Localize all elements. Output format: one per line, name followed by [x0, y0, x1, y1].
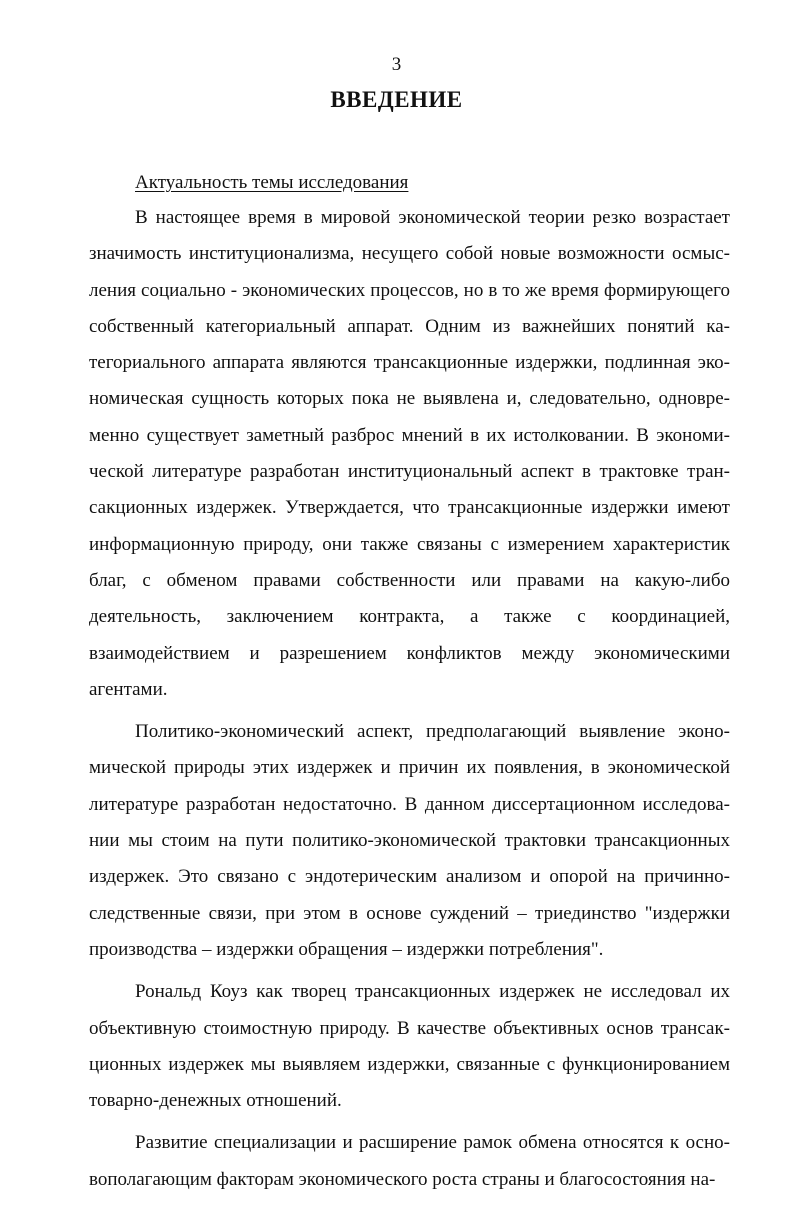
page-number: 3	[391, 54, 402, 75]
page-title: ВВЕДЕНИЕ	[330, 87, 463, 112]
body-text	[89, 200, 730, 1198]
paragraph: Рональд Коуз как творец трансакционных издержек не исследовал их объективную стоимостную природу. В качестве объективных основ трансакционных издержек мы выявляем издержки, связанные с функционированием товарно-денежных отношений.	[89, 981, 730, 1112]
paragraph: В настоящее время в мировой экономической теории резко возрастает значимость институционализма, несущего собой новые возможности осмысления социально - экономических процессов, но в то же время формирующего собственный категориальный аппарат. Одним из важнейших понятий категориального аппарата являются трансакционные издержки, подлинная экономическая сущность которых пока не выявлена и, следовательно, одновременно существует заметный разброс мнений в их истолковании. В экономической литературе разработан институциональный аспект в трактовке трансакционных издержек. Утверждается, что трансакционные издержки имеют информационную природу, они также связаны с измерением характеристик благ, с обменом правами собственности или правами на какую-либо деятельность, заключением контракта, а также с координацией, взаимодействием и разрешением конфликтов между экономическими агентами.	[89, 207, 730, 700]
paragraph: Политико-экономический аспект, предполагающий выявление экономической природы этих издержек и причин их появления, в экономической литературе разработан недостаточно. В данном диссертационном исследовании мы стоим на пути политико-экономической трактовки трансакционных издержек. Это связано с эндотерическим анализом и опорой на причинноследственные связи, при этом в основе суждений – триединство "издержки производства – издержки обращения – издержки потребления".	[89, 721, 730, 960]
section-heading: Актуальность темы исследования	[135, 172, 409, 193]
paragraph: Развитие специализации и расширение рамок обмена относятся к основополагающим факторам экономического роста страны и благосостояния на-	[89, 1132, 730, 1190]
